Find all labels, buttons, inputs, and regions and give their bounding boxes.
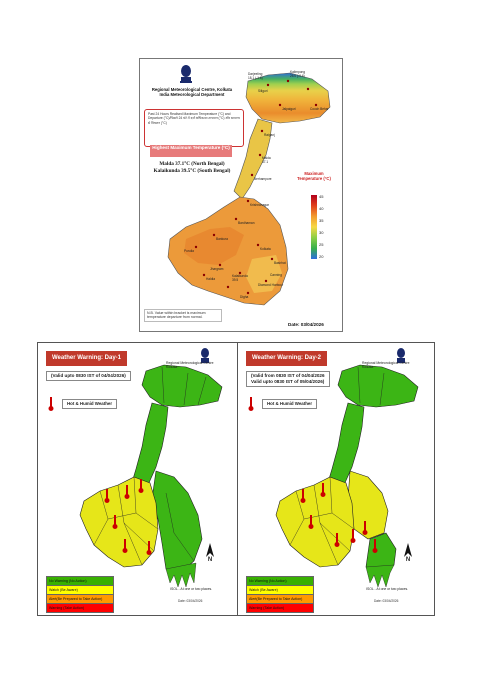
isol-note: ISOL - At one or two places. bbox=[170, 587, 213, 591]
thermometer-icon bbox=[372, 539, 378, 553]
hot-humid-legend bbox=[48, 399, 117, 409]
temperature-color-scale bbox=[311, 195, 317, 259]
thermometer-icon bbox=[320, 483, 326, 497]
category-legend bbox=[46, 576, 114, 613]
org-name: Regional Meteorological Centre Kolkata bbox=[362, 361, 410, 370]
legend-no-warning: No Warning (No Action) bbox=[46, 576, 114, 586]
legend-tick: 20 bbox=[319, 254, 324, 259]
warning-date: Date: 03/04/2026 bbox=[374, 599, 399, 603]
org-title bbox=[144, 87, 240, 98]
warning-title: Weather Warning: Day-2 bbox=[246, 351, 327, 366]
issue-date: Date: 03/04/2026 bbox=[288, 322, 324, 327]
hot-humid-label: Hot & Humid Weather bbox=[262, 399, 317, 409]
highest-temperature-values bbox=[146, 161, 238, 175]
thermometer-icon bbox=[112, 515, 118, 529]
station-label: Krishnanagar bbox=[250, 203, 269, 207]
org-name: Regional Meteorological Centre Kolkata bbox=[166, 361, 214, 370]
validity-line: (Valid from 0830 IST of 04/04/2026 bbox=[251, 373, 325, 378]
legend-tick: 45 bbox=[319, 194, 324, 199]
thermometer-icon bbox=[308, 515, 314, 529]
station-label: Raiganj bbox=[264, 133, 275, 137]
category-legend bbox=[246, 576, 314, 613]
station-label: Darjeeling 18.1 (-1.6) bbox=[248, 72, 263, 80]
legend-warning: Warning (Take Action) bbox=[246, 604, 314, 613]
legend-alert: Alert(Be Prepared to Take Action) bbox=[46, 595, 114, 604]
legend-watch: Watch (Be Aware) bbox=[46, 586, 114, 595]
warning-panel-day1 bbox=[37, 342, 239, 616]
highest-north-bengal: Malda 37.1°C (North Bengal) bbox=[159, 161, 225, 167]
station-label: Jalpaiguri bbox=[282, 107, 296, 111]
legend-tick: 40 bbox=[319, 206, 324, 211]
org-line-1: Regional Meteorological Centre, Kolkata bbox=[151, 87, 233, 92]
thermometer-icon bbox=[300, 489, 306, 503]
station-label: Jhargram bbox=[210, 267, 224, 271]
org-line-2: India Meteorological Department bbox=[159, 92, 225, 98]
thermometer-icon bbox=[334, 533, 340, 547]
thermometer-icon bbox=[350, 529, 356, 543]
station-label: Haldia bbox=[206, 277, 216, 281]
highest-south-bengal: Kalaikunda 39.5°C (South Bengal) bbox=[153, 168, 231, 174]
station-label: Digha bbox=[240, 295, 249, 299]
station-label: Bankura bbox=[216, 237, 228, 241]
station-label: Purulia bbox=[184, 249, 194, 253]
station-label: Diamond Harbour bbox=[258, 283, 284, 287]
station-label: Berhampore bbox=[254, 177, 272, 181]
temperature-map-panel bbox=[139, 58, 343, 332]
thermometer-icon bbox=[248, 397, 254, 411]
footnote: N.B. Value within bracket is maximum temperature departure from normal. bbox=[144, 309, 222, 322]
thermometer-icon bbox=[104, 489, 110, 503]
station-label: Kolkata bbox=[260, 247, 271, 251]
validity-box bbox=[246, 371, 330, 387]
warning-panel-day2 bbox=[237, 342, 435, 616]
warning-title: Weather Warning: Day-1 bbox=[46, 351, 127, 366]
north-arrow-icon: N bbox=[402, 543, 414, 563]
legend-tick: 30 bbox=[319, 230, 324, 235]
station-label: Basirhat bbox=[274, 261, 286, 265]
thermometer-icon bbox=[362, 521, 368, 535]
validity-line: Valid upto 0830 IST of 05/04/2026) bbox=[251, 379, 325, 384]
station-label: Siliguri bbox=[258, 89, 268, 93]
highest-temperature-banner: Highest Maximum Temperature (°C) bbox=[150, 145, 232, 157]
legend-warning: Warning (Take Action) bbox=[46, 604, 114, 613]
station-label: Kalaikunda 39.5 bbox=[232, 274, 248, 282]
validity-box bbox=[46, 371, 131, 381]
thermometer-icon bbox=[48, 397, 54, 411]
thermometer-icon bbox=[138, 479, 144, 493]
ashoka-emblem-icon bbox=[177, 63, 195, 85]
legend-tick: 25 bbox=[319, 242, 324, 247]
legend-watch: Watch (Be Aware) bbox=[246, 586, 314, 595]
legend-no-warning: No Warning (No Action) bbox=[246, 576, 314, 586]
station-label: Cooch Behar bbox=[310, 107, 329, 111]
warning-date: Date: 03/04/2026 bbox=[178, 599, 203, 603]
hot-humid-label: Hot & Humid Weather bbox=[62, 399, 117, 409]
validity-line: (Valid upto 0830 IST of 04/04/2026) bbox=[51, 373, 126, 378]
legend-title: Maximum Temperature (°C) bbox=[297, 171, 331, 181]
thermometer-icon bbox=[124, 485, 130, 499]
station-label: Kalimpong 25.0 (-0.6) bbox=[290, 70, 306, 78]
thermometer-icon bbox=[146, 541, 152, 555]
thermometer-icon bbox=[122, 539, 128, 553]
station-label: Malda 37.1 bbox=[262, 156, 271, 164]
hot-humid-legend bbox=[248, 399, 317, 409]
realised-temperature-note: Past 24 Hours Realised Maximum Temperature (°C) and Departure (°C)/पिछले 24 घंटे में दर्ज अधिकतम तापमान (°C) और सामान्य से विचलन (°C) bbox=[144, 109, 244, 147]
legend-alert: Alert(Be Prepared to Take Action) bbox=[246, 595, 314, 604]
station-label: Bardhaman bbox=[238, 221, 255, 225]
isol-note: ISOL - At one or two places. bbox=[366, 587, 409, 591]
north-arrow-icon: N bbox=[204, 543, 216, 563]
legend-tick: 35 bbox=[319, 218, 324, 223]
station-label: Canning bbox=[270, 273, 282, 277]
